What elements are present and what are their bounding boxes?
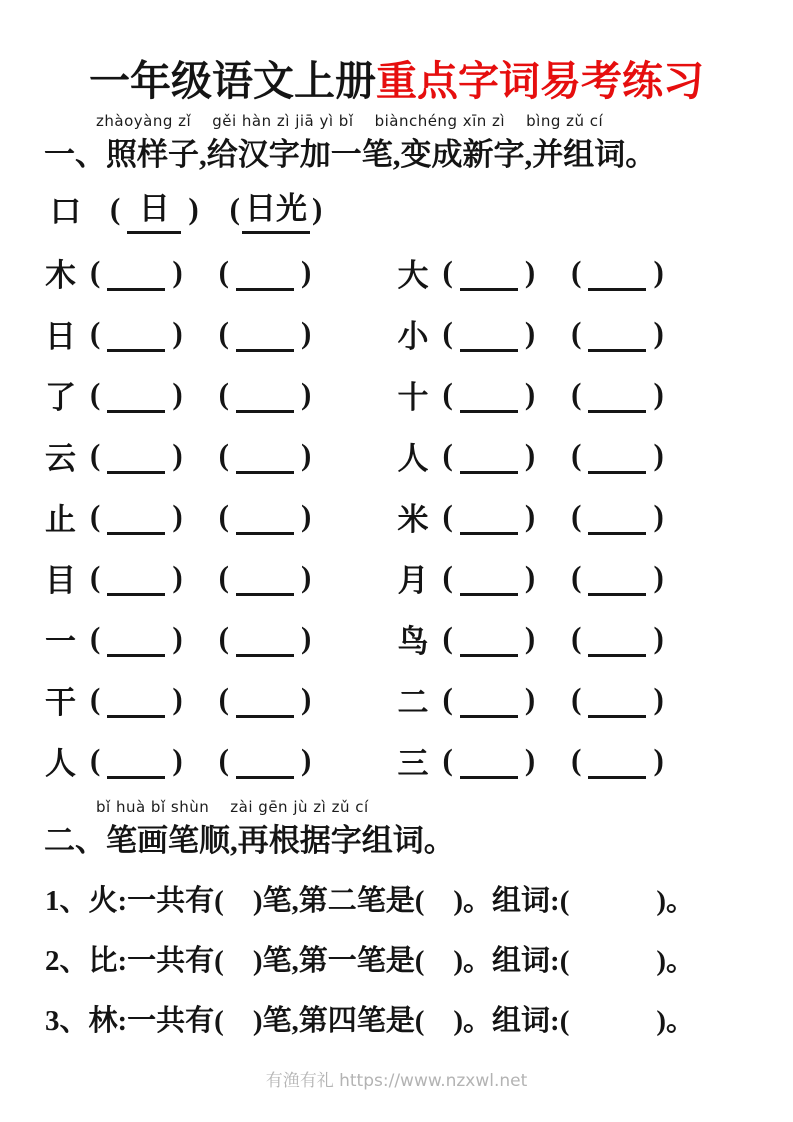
open-paren: ( xyxy=(571,376,582,411)
char-cell-right xyxy=(398,677,751,722)
char-cell-right xyxy=(398,494,751,539)
page-title-red: 重点字词易考练习 xyxy=(376,58,704,104)
answer-line xyxy=(107,471,165,474)
char-cell-left xyxy=(45,494,398,539)
close-paren: ) xyxy=(300,315,312,350)
open-paren: ( xyxy=(218,254,229,289)
answer-blank xyxy=(83,559,190,596)
close-paren: ) xyxy=(653,559,664,594)
add-stroke-grid xyxy=(45,242,750,791)
answer-line xyxy=(460,288,518,291)
char-cell-left xyxy=(45,555,398,600)
base-character: 干 xyxy=(45,685,76,720)
open-paren: ( xyxy=(218,498,229,533)
answer-line xyxy=(460,471,518,474)
close-paren: ) xyxy=(524,498,536,533)
answer-blank xyxy=(436,498,543,535)
answer-blank xyxy=(564,559,671,596)
close-paren: ) xyxy=(300,376,312,411)
answer-blank xyxy=(212,376,319,413)
close-paren: ) xyxy=(300,559,312,594)
open-paren: ( xyxy=(442,742,453,777)
char-cell-left xyxy=(45,738,398,783)
answer-line xyxy=(588,288,646,291)
answer-line xyxy=(588,776,646,779)
char-cell-left xyxy=(45,616,398,661)
grid-row xyxy=(45,364,750,425)
answer-blank xyxy=(212,254,319,291)
answer-blank xyxy=(83,254,190,291)
answer-blank xyxy=(436,742,543,779)
char-cell-right xyxy=(398,250,751,295)
close-paren: ) xyxy=(172,437,183,472)
open-paren: ( xyxy=(571,498,582,533)
answer-line xyxy=(107,593,165,596)
close-paren: ) xyxy=(524,254,536,289)
grid-row xyxy=(45,547,750,608)
section1-pinyin: zhàoyàng zǐ gěi hàn zì jiā yì bǐ biànchéng xīn zì bìng zǔ cí xyxy=(96,112,604,130)
answer-line xyxy=(588,532,646,535)
answer-line xyxy=(588,349,646,352)
answer-blank xyxy=(212,559,319,596)
open-paren: ( xyxy=(571,620,582,655)
close-paren: ) xyxy=(172,681,183,716)
section2-pinyin: bǐ huà bǐ shùn zài gēn jù zì zǔ cí xyxy=(96,798,369,816)
close-paren: ) xyxy=(653,742,664,777)
char-cell-right xyxy=(398,555,751,600)
answer-blank xyxy=(436,376,543,413)
open-paren: ( xyxy=(110,191,121,226)
open-paren: ( xyxy=(442,376,453,411)
open-paren: ( xyxy=(571,559,582,594)
open-paren: ( xyxy=(218,559,229,594)
answer-line xyxy=(588,654,646,657)
open-paren: ( xyxy=(442,620,453,655)
answer-line xyxy=(460,532,518,535)
open-paren: ( xyxy=(571,315,582,350)
example-answer-2: 日光 xyxy=(242,183,310,234)
close-paren: ) xyxy=(172,254,183,289)
answer-line xyxy=(107,288,165,291)
example-row xyxy=(50,183,346,234)
open-paren: ( xyxy=(229,191,240,226)
answer-blank xyxy=(436,681,543,718)
answer-blank xyxy=(436,437,543,474)
close-paren: ) xyxy=(524,437,536,472)
open-paren: ( xyxy=(90,498,101,533)
char-cell-right xyxy=(398,616,751,661)
answer-line xyxy=(460,410,518,413)
answer-line xyxy=(236,410,294,413)
open-paren: ( xyxy=(442,437,453,472)
base-character: 鸟 xyxy=(397,624,429,659)
answer-line xyxy=(107,410,165,413)
base-character: 米 xyxy=(397,502,429,537)
watermark-footer: 有渔有礼 https://www.nzxwl.net xyxy=(265,1071,528,1091)
grid-row xyxy=(45,730,750,791)
close-paren: ) xyxy=(300,681,312,716)
close-paren: ) xyxy=(524,559,536,594)
grid-row xyxy=(45,669,750,730)
char-cell-right xyxy=(398,372,751,417)
close-paren: ) xyxy=(524,742,536,777)
answer-blank xyxy=(564,437,671,474)
close-paren: ) xyxy=(172,315,183,350)
open-paren: ( xyxy=(442,498,453,533)
char-cell-left xyxy=(45,372,398,417)
question-3: 3、林:一共有( )笔,第四笔是( )。组词:( )。 xyxy=(45,1004,696,1037)
grid-row xyxy=(45,303,750,364)
answer-line xyxy=(107,715,165,718)
close-paren: ) xyxy=(653,437,664,472)
answer-line xyxy=(236,593,294,596)
grid-row xyxy=(45,608,750,669)
open-paren: ( xyxy=(218,437,229,472)
answer-blank xyxy=(436,315,543,352)
base-character: 人 xyxy=(45,746,76,781)
base-character: 目 xyxy=(45,563,76,598)
open-paren: ( xyxy=(90,681,101,716)
open-paren: ( xyxy=(218,620,229,655)
close-paren: ) xyxy=(300,498,312,533)
base-character: 了 xyxy=(45,380,76,415)
answer-blank xyxy=(212,681,319,718)
answer-blank xyxy=(564,620,671,657)
answer-line xyxy=(588,471,646,474)
close-paren: ) xyxy=(172,498,183,533)
answer-blank xyxy=(212,498,319,535)
answer-line xyxy=(107,776,165,779)
open-paren: ( xyxy=(90,437,101,472)
answer-line xyxy=(588,715,646,718)
base-character: 大 xyxy=(397,258,429,293)
answer-line xyxy=(236,471,294,474)
answer-blank xyxy=(564,376,671,413)
answer-blank xyxy=(564,742,671,779)
stroke-questions xyxy=(45,868,761,1048)
answer-blank xyxy=(83,437,190,474)
close-paren: ) xyxy=(172,620,183,655)
close-paren: ) xyxy=(524,376,536,411)
answer-line xyxy=(460,776,518,779)
example-answer-1: 日 xyxy=(127,183,181,234)
char-cell-right xyxy=(398,311,751,356)
answer-blank xyxy=(83,315,190,352)
open-paren: ( xyxy=(218,315,229,350)
open-paren: ( xyxy=(571,437,582,472)
example-answer-blank-2 xyxy=(228,183,325,234)
base-character: 月 xyxy=(397,563,429,598)
answer-blank xyxy=(564,498,671,535)
open-paren: ( xyxy=(90,742,101,777)
answer-line xyxy=(236,776,294,779)
open-paren: ( xyxy=(90,620,101,655)
open-paren: ( xyxy=(571,254,582,289)
answer-blank xyxy=(212,742,319,779)
close-paren: ) xyxy=(172,559,183,594)
answer-line xyxy=(588,593,646,596)
question-2: 2、比:一共有( )笔,第一笔是( )。组词:( )。 xyxy=(45,944,696,977)
answer-line xyxy=(588,410,646,413)
question-1: 1、火:一共有( )笔,第二笔是( )。组词:( )。 xyxy=(45,884,696,917)
answer-blank xyxy=(83,620,190,657)
close-paren: ) xyxy=(188,191,199,226)
answer-line xyxy=(460,349,518,352)
page-title xyxy=(0,48,793,107)
answer-blank xyxy=(564,681,671,718)
char-cell-right xyxy=(398,433,751,478)
open-paren: ( xyxy=(442,315,453,350)
answer-blank xyxy=(83,376,190,413)
char-cell-left xyxy=(45,311,398,356)
char-cell-left xyxy=(45,677,398,722)
base-character: 止 xyxy=(45,502,76,537)
close-paren: ) xyxy=(653,620,664,655)
answer-line xyxy=(460,593,518,596)
open-paren: ( xyxy=(442,254,453,289)
base-character: 日 xyxy=(45,319,76,354)
close-paren: ) xyxy=(524,620,536,655)
answer-blank xyxy=(83,498,190,535)
open-paren: ( xyxy=(218,742,229,777)
close-paren: ) xyxy=(653,315,664,350)
answer-line xyxy=(107,532,165,535)
answer-blank xyxy=(212,620,319,657)
answer-line xyxy=(236,532,294,535)
answer-blank xyxy=(83,681,190,718)
base-character: 云 xyxy=(45,441,76,476)
close-paren: ) xyxy=(524,681,536,716)
answer-blank xyxy=(212,437,319,474)
grid-row xyxy=(45,486,750,547)
open-paren: ( xyxy=(218,376,229,411)
section2-heading: 二、笔画笔顺,再根据字组词。 xyxy=(44,823,455,858)
answer-line xyxy=(107,349,165,352)
answer-line xyxy=(107,654,165,657)
close-paren: ) xyxy=(300,742,312,777)
open-paren: ( xyxy=(571,681,582,716)
answer-blank xyxy=(564,315,671,352)
base-character: 人 xyxy=(397,441,429,476)
answer-line xyxy=(460,715,518,718)
base-character: 木 xyxy=(45,258,76,293)
base-character: 一 xyxy=(45,624,76,659)
open-paren: ( xyxy=(90,254,101,289)
close-paren: ) xyxy=(653,681,664,716)
close-paren: ) xyxy=(653,498,664,533)
open-paren: ( xyxy=(90,559,101,594)
grid-row xyxy=(45,425,750,486)
answer-line xyxy=(236,349,294,352)
base-character: 二 xyxy=(397,685,429,720)
close-paren: ) xyxy=(311,191,323,226)
answer-line xyxy=(236,654,294,657)
answer-blank xyxy=(212,315,319,352)
open-paren: ( xyxy=(442,681,453,716)
base-character: 小 xyxy=(397,319,429,354)
example-base-character: 口 xyxy=(50,194,81,229)
open-paren: ( xyxy=(90,315,101,350)
open-paren: ( xyxy=(571,742,582,777)
section1-heading: 一、照样子,给汉字加一笔,变成新字,并组词。 xyxy=(44,137,657,172)
close-paren: ) xyxy=(300,620,312,655)
answer-blank xyxy=(436,559,543,596)
open-paren: ( xyxy=(218,681,229,716)
char-cell-right xyxy=(398,738,751,783)
answer-blank xyxy=(436,620,543,657)
close-paren: ) xyxy=(300,254,312,289)
open-paren: ( xyxy=(442,559,453,594)
page-title-black: 一年级语文上册 xyxy=(89,58,376,104)
open-paren: ( xyxy=(90,376,101,411)
grid-row xyxy=(45,242,750,303)
answer-line xyxy=(236,288,294,291)
close-paren: ) xyxy=(172,742,183,777)
answer-blank xyxy=(436,254,543,291)
base-character: 十 xyxy=(397,380,429,415)
close-paren: ) xyxy=(653,376,664,411)
char-cell-left xyxy=(45,250,398,295)
close-paren: ) xyxy=(653,254,664,289)
close-paren: ) xyxy=(524,315,536,350)
answer-line xyxy=(460,654,518,657)
answer-line xyxy=(236,715,294,718)
base-character: 三 xyxy=(397,746,429,781)
answer-blank xyxy=(83,742,190,779)
char-cell-left xyxy=(45,433,398,478)
example-answer-blank-1 xyxy=(103,183,206,234)
close-paren: ) xyxy=(172,376,183,411)
answer-blank xyxy=(564,254,671,291)
close-paren: ) xyxy=(300,437,312,472)
